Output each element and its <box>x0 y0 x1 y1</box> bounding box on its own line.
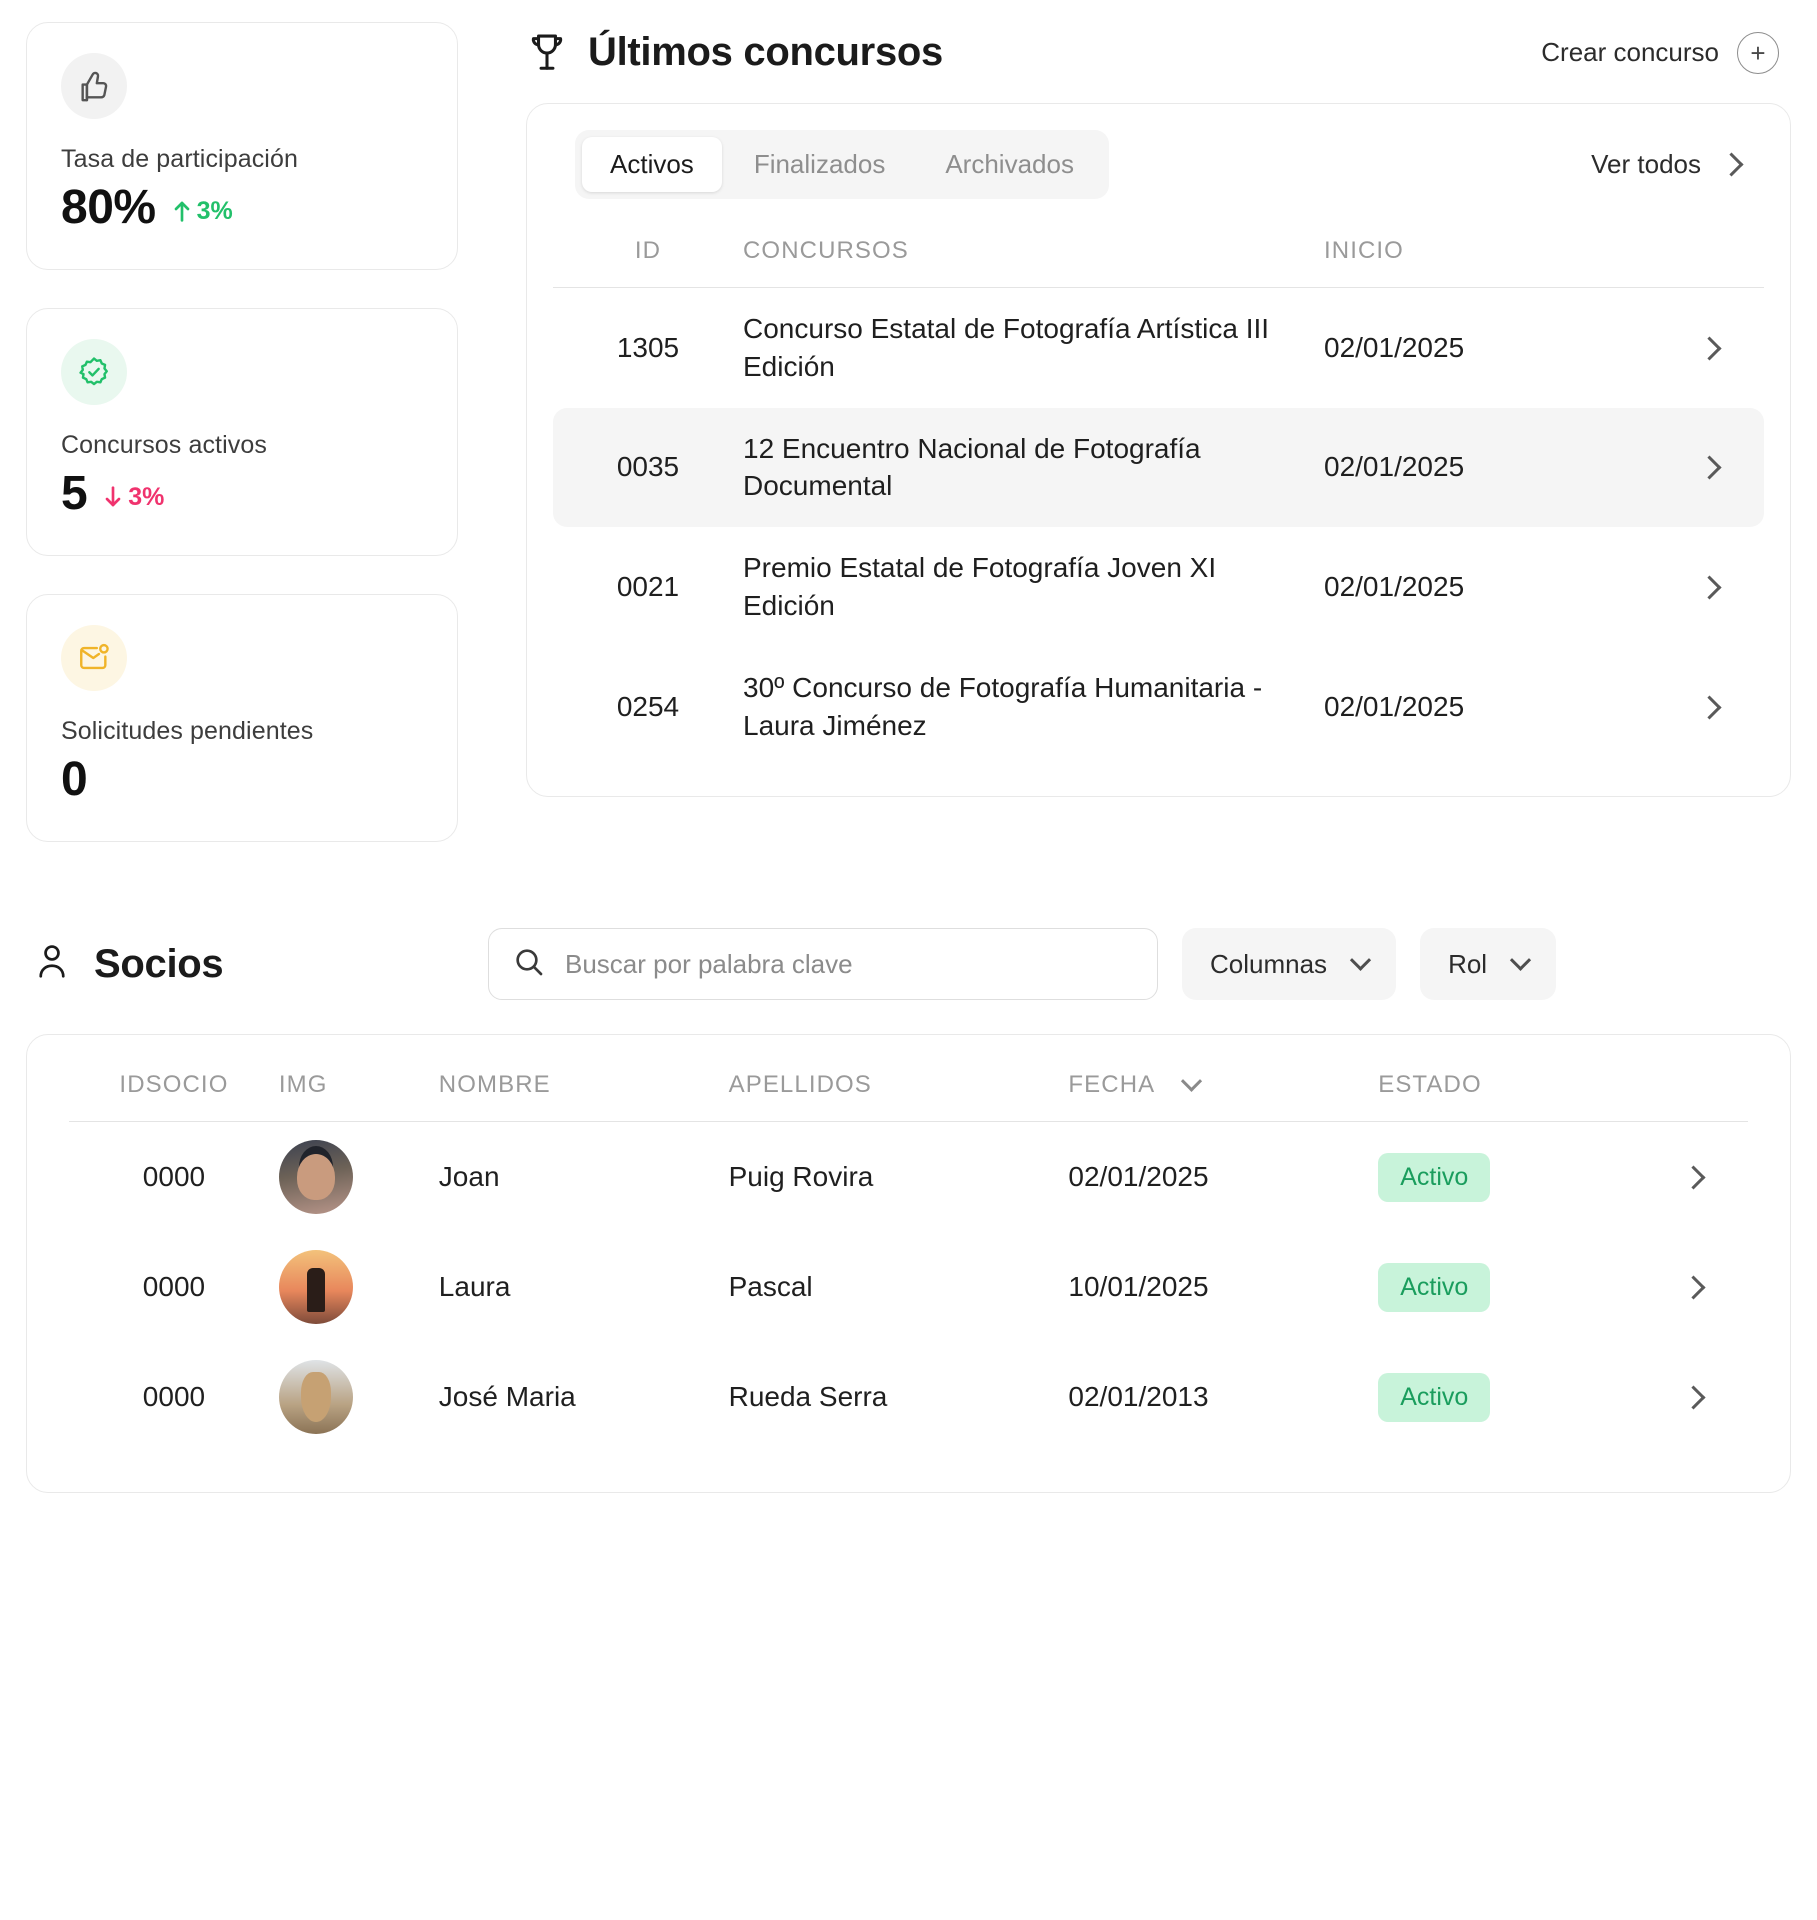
column-header-apellidos: APELLIDOS <box>729 1071 1069 1122</box>
socio-id: 0000 <box>142 1271 206 1302</box>
column-header-inicio: INICIO <box>1324 237 1654 288</box>
column-header-fecha-label: FECHA <box>1068 1071 1154 1098</box>
chevron-right-icon <box>1681 1275 1705 1299</box>
create-contest-action[interactable] <box>1541 32 1779 74</box>
mail-notification-icon <box>61 625 127 691</box>
table-row[interactable] <box>553 408 1764 528</box>
trophy-icon <box>526 31 568 75</box>
tab-finalizados[interactable]: Finalizados <box>753 149 886 179</box>
top-section <box>26 20 1791 842</box>
contests-column <box>526 20 1791 797</box>
contest-name: 12 Encuentro Nacional de Fotografía Documental <box>743 408 1324 528</box>
chevron-right-icon <box>1697 695 1721 719</box>
table-row[interactable] <box>553 288 1764 408</box>
table-row[interactable] <box>553 647 1764 767</box>
contests-header <box>526 20 1791 75</box>
stat-value-row <box>61 466 423 521</box>
stat-delta <box>103 483 164 512</box>
user-icon <box>34 941 70 988</box>
socio-avatar-cell <box>279 1342 439 1452</box>
column-header-estado: ESTADO <box>1378 1071 1638 1122</box>
contests-tabs-row <box>553 130 1764 199</box>
chevron-down-icon <box>1510 949 1531 970</box>
contest-name: Premio Estatal de Fotografía Joven XI Edición <box>743 552 1217 621</box>
socios-title-wrap <box>34 941 464 988</box>
stat-label: Solicitudes pendientes <box>61 717 314 745</box>
chevron-right-icon <box>1719 152 1743 176</box>
stat-delta-value: 3% <box>196 196 233 225</box>
stat-label: Concursos activos <box>61 431 267 459</box>
avatar <box>279 1360 353 1434</box>
socio-fecha: 02/01/2013 <box>1068 1381 1209 1412</box>
contest-name: 30º Concurso de Fotografía Humanitaria - Laura Jiménez <box>743 671 1263 741</box>
contests-tabs <box>575 130 1109 199</box>
row-open-button[interactable] <box>1654 288 1764 408</box>
socios-title: Socios <box>94 941 224 986</box>
column-header-nombre: NOMBRE <box>439 1071 729 1122</box>
socio-avatar-cell <box>279 1232 439 1342</box>
contest-name: Concurso Estatal de Fotografía Artística III Edición <box>743 313 1270 382</box>
table-row[interactable] <box>69 1232 1748 1342</box>
table-row[interactable] <box>553 527 1764 647</box>
column-header-idsocio: IDSOCIO <box>69 1071 279 1122</box>
row-open-button[interactable] <box>1654 408 1764 528</box>
socio-id: 0000 <box>142 1381 206 1412</box>
socio-apellidos: Puig Rovira <box>728 1161 874 1192</box>
stat-value: 5 <box>61 467 88 520</box>
row-open-button[interactable] <box>1638 1122 1748 1233</box>
verified-badge-icon <box>61 339 127 405</box>
socios-header-row <box>69 1071 1748 1122</box>
create-contest-label: Crear concurso <box>1541 37 1719 67</box>
arrow-up-icon <box>172 199 192 223</box>
contest-id: 0254 <box>616 690 680 722</box>
columns-filter-button[interactable] <box>1182 928 1396 1000</box>
arrow-down-icon <box>103 485 123 509</box>
chevron-down-icon <box>1181 1071 1202 1092</box>
socio-id: 0000 <box>142 1161 206 1192</box>
column-header-img: IMG <box>279 1071 439 1122</box>
columns-filter-label: Columnas <box>1210 948 1328 979</box>
role-filter-label: Rol <box>1448 948 1488 979</box>
search-box[interactable] <box>488 928 1158 1000</box>
see-all-label: Ver todos <box>1591 149 1701 179</box>
stat-card-pending-requests <box>26 594 458 842</box>
status-badge: Activo <box>1378 1373 1490 1422</box>
column-header-concursos: CONCURSOS <box>743 237 1324 288</box>
stat-card-active-contests <box>26 308 458 556</box>
stat-value-row <box>61 752 423 807</box>
stat-delta-value: 3% <box>128 482 165 511</box>
socio-apellidos: Rueda Serra <box>728 1381 888 1412</box>
contests-header-row <box>553 237 1764 288</box>
stat-card-participation <box>26 22 458 270</box>
socios-toolbar <box>26 928 1791 1000</box>
tab-archivados[interactable]: Archivados <box>945 149 1074 179</box>
socio-estado-cell <box>1378 1342 1638 1452</box>
status-badge: Activo <box>1378 1153 1490 1202</box>
row-open-button[interactable] <box>1638 1232 1748 1342</box>
table-row[interactable] <box>69 1122 1748 1233</box>
stats-column <box>26 20 458 842</box>
socio-estado-cell <box>1378 1232 1638 1342</box>
avatar <box>279 1250 353 1324</box>
contest-date: 02/01/2025 <box>1324 331 1465 363</box>
socio-nombre: Laura <box>438 1271 511 1302</box>
column-header-fecha[interactable] <box>1068 1071 1378 1122</box>
page-title: Últimos concursos <box>588 30 943 74</box>
contest-id: 0035 <box>553 408 743 528</box>
search-icon <box>513 946 545 983</box>
socio-avatar-cell <box>279 1122 439 1233</box>
contest-id: 0021 <box>616 570 680 602</box>
contests-table <box>553 237 1764 766</box>
contest-id: 1305 <box>616 331 680 363</box>
socio-nombre: José Maria <box>438 1381 576 1412</box>
avatar <box>279 1140 353 1214</box>
chevron-right-icon <box>1697 336 1721 360</box>
socio-estado-cell <box>1378 1122 1638 1233</box>
column-header-id: ID <box>553 237 743 288</box>
table-row[interactable] <box>69 1342 1748 1452</box>
search-input[interactable] <box>565 949 1133 980</box>
stat-delta <box>172 197 233 226</box>
chevron-right-icon <box>1697 456 1721 480</box>
socio-apellidos: Pascal <box>728 1271 813 1302</box>
contest-date: 02/01/2025 <box>1324 570 1465 602</box>
thumbs-up-icon <box>61 53 127 119</box>
status-badge: Activo <box>1378 1263 1490 1312</box>
chevron-right-icon <box>1681 1385 1705 1409</box>
socio-fecha: 02/01/2025 <box>1068 1161 1209 1192</box>
column-header-actions <box>1638 1071 1748 1122</box>
contest-date: 02/01/2025 <box>1324 408 1654 528</box>
row-open-button[interactable] <box>1638 1342 1748 1452</box>
plus-icon[interactable]: + <box>1737 32 1779 74</box>
stat-value: 80% <box>61 181 156 234</box>
socios-panel <box>26 1034 1791 1493</box>
stat-value: 0 <box>61 753 88 806</box>
chevron-right-icon <box>1697 575 1721 599</box>
socios-table <box>69 1071 1748 1452</box>
row-open-button[interactable] <box>1654 647 1764 767</box>
socio-nombre: Joan <box>438 1161 500 1192</box>
column-header-actions <box>1654 237 1764 288</box>
tab-activos[interactable]: Activos <box>582 137 722 192</box>
row-open-button[interactable] <box>1654 527 1764 647</box>
chevron-down-icon <box>1350 949 1371 970</box>
stat-label: Tasa de participación <box>61 145 298 173</box>
role-filter-button[interactable] <box>1420 928 1556 1000</box>
contests-panel <box>526 103 1791 797</box>
contest-date: 02/01/2025 <box>1324 690 1465 722</box>
socio-fecha: 10/01/2025 <box>1068 1271 1209 1302</box>
see-all-button[interactable] <box>1591 149 1746 180</box>
chevron-right-icon <box>1681 1165 1705 1189</box>
stat-value-row <box>61 180 423 235</box>
